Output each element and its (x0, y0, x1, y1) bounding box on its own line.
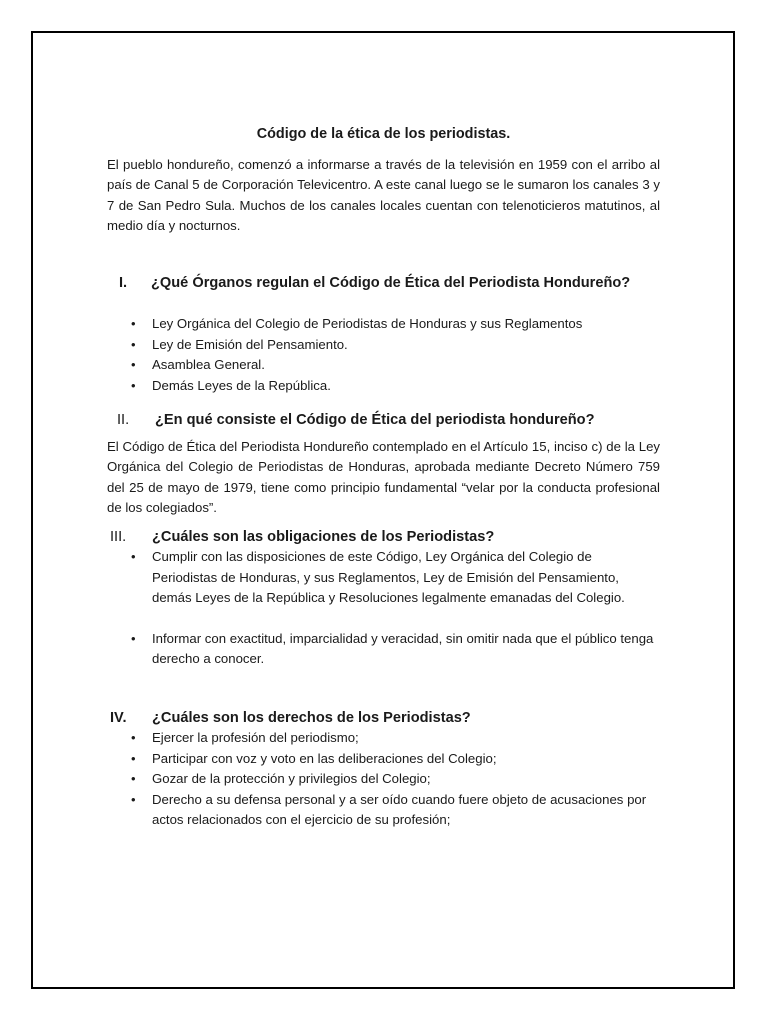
section-heading-1 (107, 273, 660, 294)
list-item: • Ley de Emisión del Pensamiento. (152, 335, 660, 356)
bullet-icon: • (131, 730, 136, 745)
bullet-icon: • (131, 377, 136, 393)
section-numeral: I. (119, 274, 128, 291)
bullet-icon: • (131, 316, 136, 331)
bullet-icon: • (131, 357, 136, 372)
section-heading-4 (107, 708, 660, 729)
bullet-icon: • (131, 771, 136, 786)
obligations-list (131, 547, 660, 670)
list-item: • Demás Leyes de la República. (152, 376, 660, 397)
section-heading-text: ¿En qué consiste el Código de Ética del periodista hondureño? (155, 412, 595, 428)
section-heading-2 (107, 410, 660, 431)
list-item: • Ley Orgánica del Colegio de Periodistas de Honduras y sus Reglamentos (152, 314, 660, 335)
section-2-paragraph: El Código de Ética del Periodista Hondureño contemplado en el Artículo 15, inciso c) de la Ley Orgánica del Colegio de Periodistas de Honduras, aprobada mediante Decreto Número 759 del 25 de mayo de 1979, tiene como principio fundamental “velar por la conducta profesional de los colegiados”. (107, 438, 660, 515)
rights-list (131, 728, 660, 831)
bullet-icon: • (131, 630, 136, 646)
list-item: • Asamblea General. (152, 355, 660, 376)
section-heading-text: ¿Cuáles son las obligaciones de los Periodistas? (152, 528, 495, 545)
bullet-icon: • (131, 750, 136, 766)
document-body (107, 124, 660, 831)
regulating-bodies-list (131, 314, 660, 396)
intro-paragraph: El pueblo hondureño, comenzó a informarse a través de la televisión en 1959 con el arribo al país de Canal 5 de Corporación Televicentro. A este canal luego se le sumaron los canales 3 y 7 de San Pedro Sula. Muchos de los canales locales cuentan con telenoticieros matutinos, al medio día y nocturnos. (107, 156, 660, 233)
list-item: • Informar con exactitud, imparcialidad y veracidad, sin omitir nada que el público tenga derecho a conocer. (131, 630, 654, 666)
bullet-icon: • (131, 336, 136, 352)
section-heading-text: ¿Cuáles son los derechos de los Periodistas? (152, 709, 471, 726)
list-item: • Ejercer la profesión del periodismo; (152, 728, 660, 749)
list-item: • Participar con voz y voto en las deliberaciones del Colegio; (152, 749, 660, 770)
list-item: • Cumplir con las disposiciones de este Código, Ley Orgánica del Colegio de Periodistas de Honduras, y sus Reglamentos, Ley de Emisión del Pensamiento, demás Leyes de la República y Resoluciones legalmente emanadas del Colegio. (131, 549, 625, 605)
list-item: • Gozar de la protección y privilegios del Colegio; (152, 769, 660, 790)
section-heading-text: ¿Qué Órganos regulan el Código de Ética del Periodista Hondureño? (151, 274, 631, 291)
section-numeral: III. (110, 528, 127, 545)
bullet-icon: • (131, 549, 136, 564)
section-numeral: IV. (110, 709, 127, 726)
bullet-icon: • (131, 791, 136, 807)
section-numeral: II. (117, 412, 130, 428)
list-item: • Derecho a su defensa personal y a ser oído cuando fuere objeto de acusaciones por actos relacionados con el ejercicio de su profesión; (131, 791, 647, 827)
document-title: Código de la ética de los periodistas. (256, 126, 511, 142)
section-heading-3 (107, 527, 660, 548)
